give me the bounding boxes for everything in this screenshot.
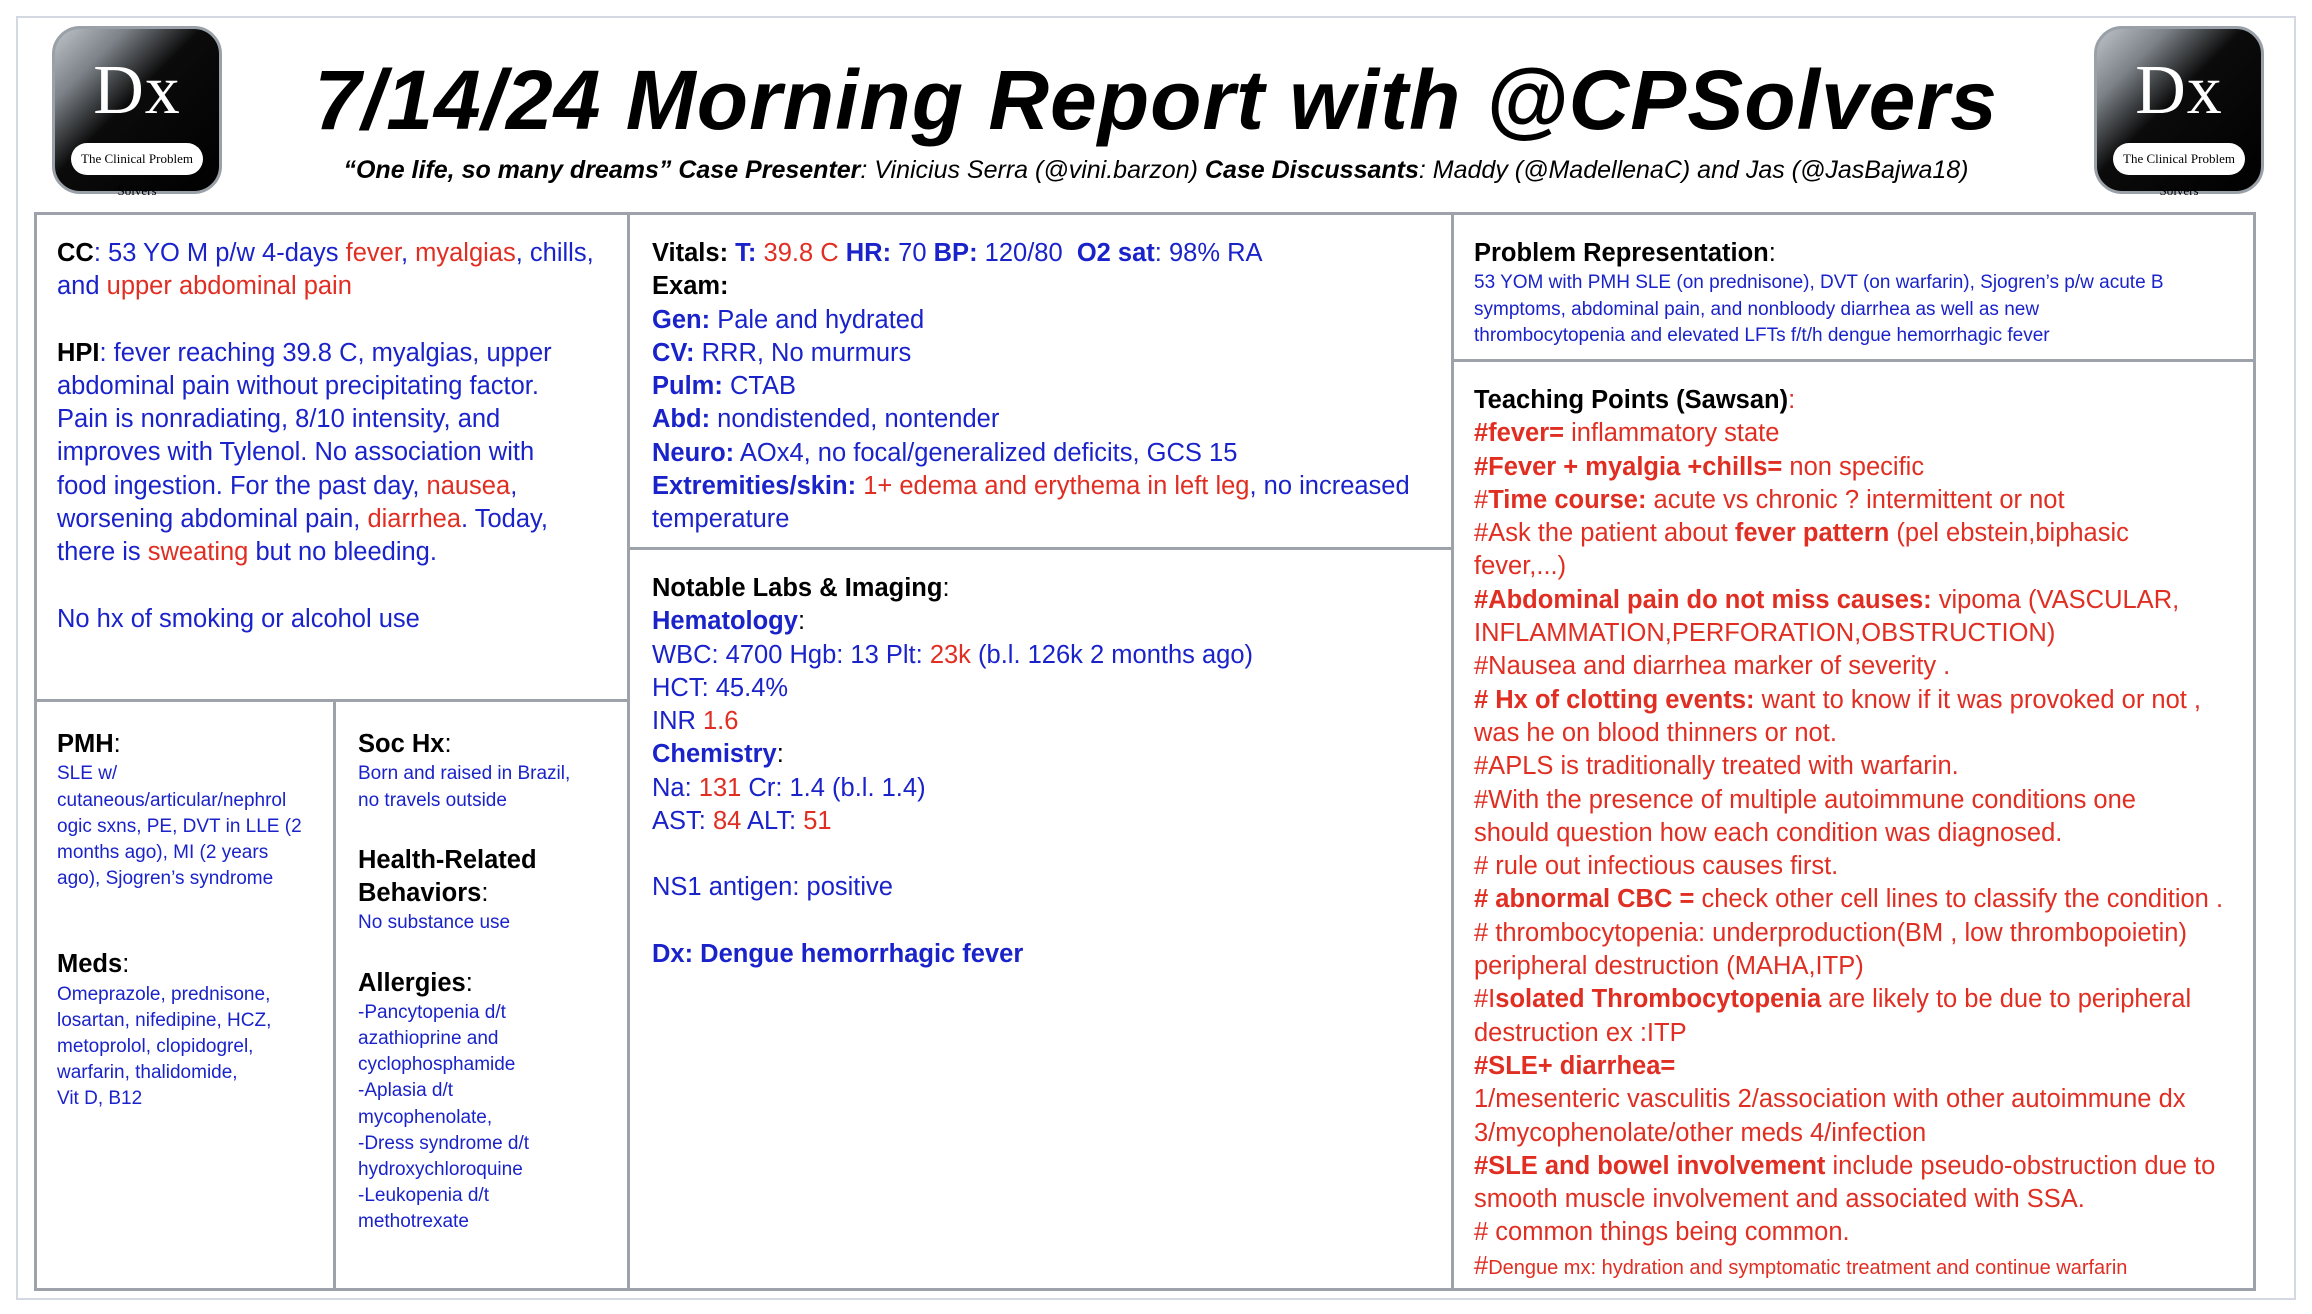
logo-caption: The Clinical Problem Solvers (71, 143, 203, 175)
logo-caption: The Clinical Problem Solvers (2113, 143, 2245, 175)
soc-hx-label: Soc Hx: (358, 730, 452, 758)
social-allergies-panel (333, 699, 630, 1291)
soc-hx-list: Born and raised in Brazil, no travels outside (358, 763, 571, 811)
discussants: : Maddy (@MadellenaC) and Jas (@JasBajwa18) (1418, 156, 1969, 184)
pmh-list: SLE w/ cutaneous/articular/nephrol ogic sxns, PE, DVT in LLE (2 months ago), MI (2 years ago), Sjogren’s syndrome (57, 763, 302, 890)
hpi: HPI: fever reaching 39.8 C, myalgias, upper abdominal pain without precipitating factor. Pain is nonradiating, 8/10 intensity, and improves with Tylenol. No association with food ingestion. For the past day, nausea, worsening abdominal pain, diarrhea. Today, there is sweating but no bleeding. (57, 338, 552, 567)
pmh-meds-panel (34, 699, 336, 1291)
presenter: : Vinicius Serra (@vini.barzon) (860, 156, 1205, 184)
diagnosis: Dx: Dengue hemorrhagic fever (652, 939, 1024, 968)
logo-dx-text: Dx (93, 52, 181, 129)
page-title: 7/14/24 Morning Report with @CPSolvers (314, 53, 1998, 147)
vitals-exam-panel (627, 212, 1454, 550)
discussants-label: Case Discussants (1204, 156, 1419, 184)
case-subtitle (0, 156, 2312, 185)
pmh-label: PMH: (57, 730, 121, 758)
cc-hpi-panel (34, 212, 630, 702)
labs-panel (627, 547, 1454, 1291)
teaching-points: Teaching Points (Sawsan): #fever= inflammatory state #Fever + myalgia +chills= non specific #Time course: acute vs chronic ? intermittent or not #Ask the patient about fever pattern (pel ebstein,biphasic fever,...) #Abdominal pain do not miss causes: vipoma (VASCULAR, INFLAMMATION,PERFORATION,OBSTRUCTION) #Nausea and diarrhea marker of severity . # Hx of clotting events: want to know if it was provoked or not , was he on blood thinners or not. #APLS is traditionally treated with warfarin. #With the presence of multiple autoimmune conditions one should question how each condition was diagnosed. # rule out infectious causes first. # abnormal CBC = check other cell lines to classify the condition . # thrombocytopenia: underproduction(BM , low thrombopoietin) peripheral destruction (MAHA,ITP) #Isolated Thrombocytopenia are likely to be due to peripheral destruction ex :ITP #SLE+ diarrhea= 1/mesenteric vasculitis 2/association with other autoimmune dx 3/mycophenolate/other meds 4/infection #SLE and bowel involvement include pseudo-obstruction due to smooth muscle involvement and associated with SSA. # common things being common. #Dengue mx: hydration and symptomatic treatment and continue warfarin (1474, 386, 2224, 1280)
logo-dx-text: Dx (2135, 52, 2223, 129)
social-history-note: No hx of smoking or alcohol use (57, 604, 420, 633)
problem-rep-label: Problem Representation: (1474, 239, 1776, 267)
allergies-label: Allergies: (358, 968, 473, 997)
meds-label: Meds: (57, 950, 130, 979)
allergies-list: -Pancytopenia d/t azathioprine and cyclophosphamide -Aplasia d/t mycophenolate, -Dress syndrome d/t hydroxychloroquine -Leukopenia d/t methotrexate (358, 1001, 530, 1233)
teaching-points-panel (1451, 359, 2256, 1291)
labs: Notable Labs & Imaging: Hematology: WBC: 4700 Hgb: 13 Plt: 23k (b.l. 126k 2 months ago) HCT: 45.4% INR 1.6 Chemistry: Na: 131 Cr: 1.4 (b.l. 1.4) AST: 84 ALT: 51 NS1 antigen: positive Dx: Dengue hemorrhagic fever (652, 572, 1451, 971)
exam: Exam: Gen: Pale and hydrated CV: RRR, No murmurs Pulm: CTAB Abd: nondistended, nontender Neuro: AOx4, no focal/generalized deficits, GCS 15 Extremities/skin: 1+ edema and erythema in left leg, no increased temperature (652, 272, 1410, 534)
health-behaviors-label: Health-Related Behaviors: (358, 845, 537, 907)
meds-list: Omeprazole, prednisone, losartan, nifedipine, HCZ, metoprolol, clopidogrel, warfarin, thalidomide, Vit D, B12 (57, 983, 272, 1110)
vitals: Vitals: T: 39.8 C HR: 70 BP: 120/80 O2 sat: 98% RA (652, 239, 1263, 267)
problem-rep-text: 53 YOM with PMH SLE (on prednisone), DVT (on warfarin), Sjogren’s p/w acute B symptoms, abdominal pain, and nonbloody diarrhea as well as new thrombocytopenia and elevated LFTs f/t/h dengue hemorrhagic fever (1474, 272, 2164, 346)
health-behaviors-list: No substance use (358, 912, 511, 934)
case-title: “One life, so many dreams” (343, 156, 672, 184)
chief-complaint: CC: 53 YO M p/w 4-days fever, myalgias, chills, and upper abdominal pain (57, 239, 594, 301)
problem-representation-panel (1451, 212, 2256, 362)
presenter-label: Case Presenter (678, 156, 861, 184)
